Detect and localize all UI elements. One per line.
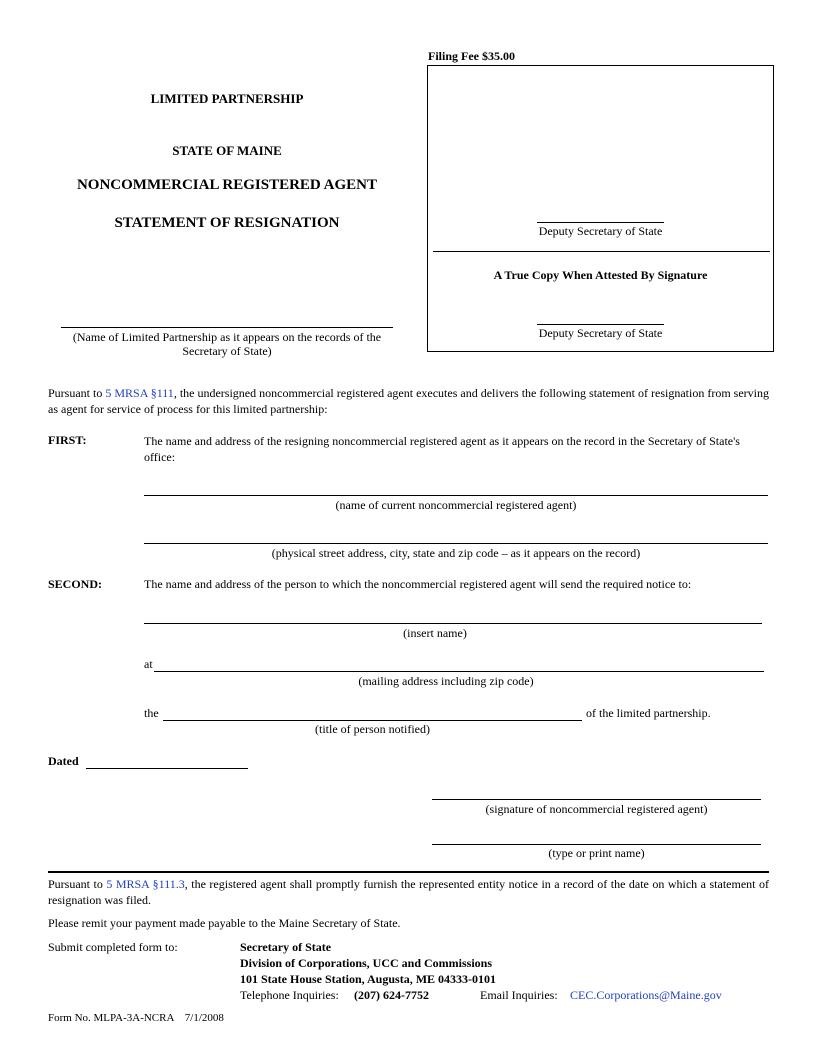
deputy-caption-1: Deputy Secretary of State — [538, 224, 663, 238]
deputy-signature-line-2 — [537, 324, 664, 325]
agent-address-caption: (physical street address, city, state and zip code – as it appears on the record) — [271, 546, 641, 560]
address-line-1: Secretary of State — [240, 940, 332, 954]
dated-field[interactable] — [86, 768, 248, 769]
title-state: STATE OF MAINE — [172, 143, 282, 158]
first-text: The name and address of the resigning noncommercial registered agent as it appears on the record in the Secretary of State's office: — [144, 434, 740, 464]
agent-name-field[interactable] — [144, 495, 768, 496]
first-label: FIRST: — [48, 433, 87, 447]
of-limited-partnership-text: of the limited partnership. — [586, 706, 711, 720]
submit-label: Submit completed form to: — [48, 940, 178, 954]
lp-name-caption: (Name of Limited Partnership as it appears on the records of the Secretary of State) — [72, 330, 382, 358]
notice-name-caption: (insert name) — [403, 626, 467, 640]
statute-link-111-3[interactable]: 5 MRSA §111.3 — [106, 877, 185, 891]
email-label: Email Inquiries: — [480, 988, 558, 1002]
email-link[interactable]: CEC.Corporations@Maine.gov — [570, 988, 722, 1002]
title-limited-partnership: LIMITED PARTNERSHIP — [150, 91, 304, 106]
footer-post: , the registered agent shall promptly furnish the represented entity notice in a record of the date on which a statement of resignation was filed. — [48, 877, 769, 907]
footer-paragraph — [48, 876, 769, 908]
intro-post: , the undersigned noncommercial registered agent executes and delivers the following statement of resignation from serving as agent for service of process for this limited partnership: — [48, 386, 769, 416]
dated-label: Dated — [48, 754, 79, 768]
title-statement: STATEMENT OF RESIGNATION — [114, 215, 340, 231]
the-label: the — [144, 706, 159, 720]
mailing-address-caption: (mailing address including zip code) — [358, 674, 534, 688]
footer-pre: Pursuant to — [48, 877, 107, 891]
title-agent: NONCOMMERCIAL REGISTERED AGENT — [76, 177, 378, 193]
remit-text: Please remit your payment made payable to the Maine Secretary of State. — [48, 916, 401, 930]
address-line-3: 101 State House Station, Augusta, ME 04333-0101 — [240, 972, 497, 986]
second-label: SECOND: — [48, 577, 103, 591]
footer-divider — [48, 871, 769, 873]
statute-link-111[interactable]: 5 MRSA §111 — [105, 386, 174, 400]
title-person-caption: (title of person notified) — [315, 722, 430, 736]
second-text: The name and address of the person to which the noncommercial registered agent will send the required notice to: — [144, 577, 692, 591]
lp-name-line[interactable] — [61, 327, 393, 328]
notice-name-field[interactable] — [144, 623, 762, 624]
telephone-number: (207) 624-7752 — [354, 988, 429, 1002]
mailing-address-field[interactable] — [154, 671, 764, 672]
form-number: Form No. MLPA-3A-NCRA 7/1/2008 — [48, 1012, 224, 1024]
signature-field[interactable] — [432, 799, 761, 800]
intro-pre: Pursuant to — [48, 386, 106, 400]
print-name-field[interactable] — [432, 844, 761, 845]
agent-name-caption: (name of current noncommercial registered agent) — [335, 498, 577, 512]
title-person-field[interactable] — [163, 720, 582, 721]
intro-paragraph — [48, 385, 769, 417]
filing-fee: Filing Fee $35.00 — [428, 49, 515, 63]
signature-caption: (signature of noncommercial registered agent) — [485, 802, 708, 816]
deputy-signature-line-1 — [537, 222, 664, 223]
print-name-caption: (type or print name) — [548, 846, 645, 860]
telephone-label: Telephone Inquiries: — [240, 988, 339, 1002]
deputy-caption-2: Deputy Secretary of State — [538, 326, 663, 340]
filing-box — [427, 65, 774, 352]
at-label: at — [144, 657, 153, 671]
filing-box-divider — [433, 251, 770, 252]
true-copy-text: A True Copy When Attested By Signature — [493, 268, 708, 282]
address-line-2: Division of Corporations, UCC and Commissions — [240, 956, 493, 970]
agent-address-field[interactable] — [144, 543, 768, 544]
